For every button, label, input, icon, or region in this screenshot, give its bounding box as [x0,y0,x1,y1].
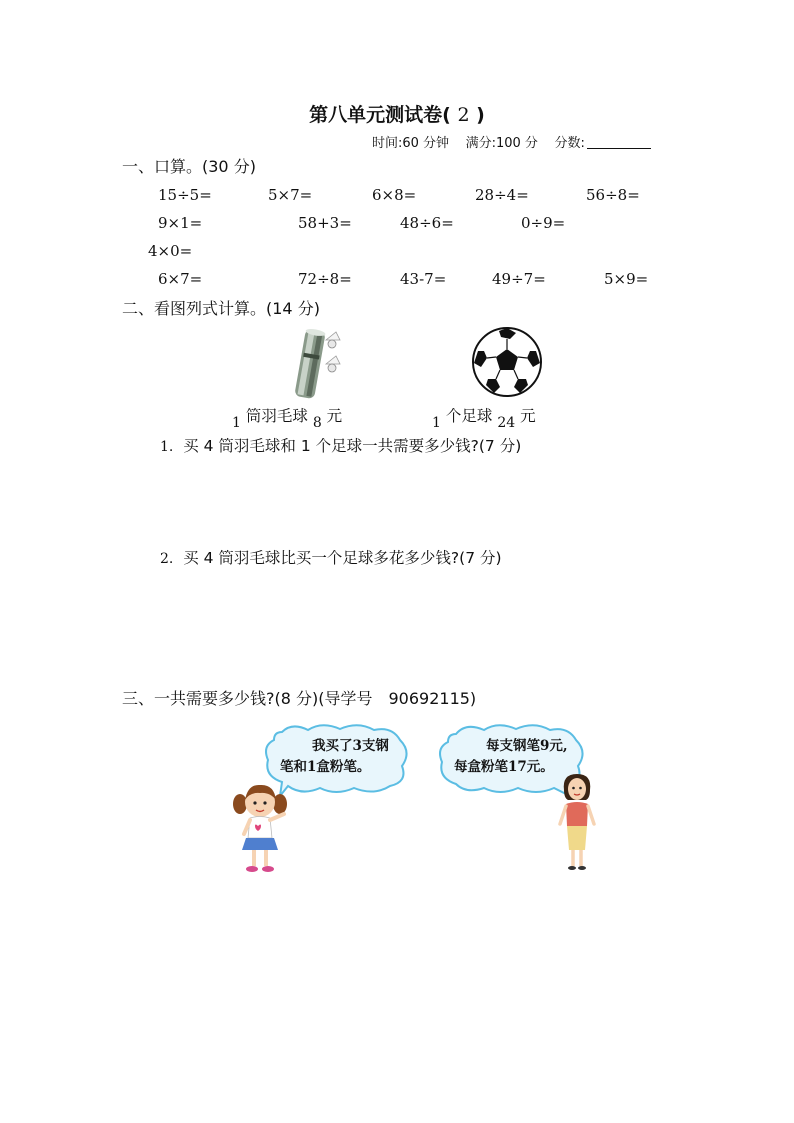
item2-qty: 1 [432,415,441,431]
question-2 [160,546,502,568]
title-unit-number: 2 [457,104,470,126]
section2-heading: 二、看图列式计算。(14 分) [122,299,320,318]
exam-meta [372,132,651,151]
item2-name: 个足球 [445,407,493,425]
problem: 9×1= [158,214,203,232]
woman-speech-line: 每盒粉笔17元。 [454,759,554,775]
question-number: 2. [160,551,174,567]
problem: 49÷7= [492,270,546,288]
item1-price: 8 [312,415,322,431]
girl-speech-line: 我买了3支钢 [312,738,389,754]
problem: 48÷6= [400,214,454,232]
section3-heading: 三、一共需要多少钱?(8 分)(导学号 90692115) [122,689,477,708]
problem: 58+3= [298,214,352,232]
girl-speech-text [280,736,389,778]
problem: 0÷9= [521,214,566,232]
score-label: 分数: [554,136,585,151]
score-blank[interactable] [587,136,651,149]
problem: 5×9= [604,270,649,288]
problem: 56÷8= [586,186,640,204]
problem: 15÷5= [158,186,212,204]
title-text: 第八单元测试卷 [309,104,443,126]
item1-unit: 元 [326,407,343,425]
question-1 [160,434,521,456]
title-open-paren: ( [442,104,451,126]
woman-speech-line: 每支钢笔9元, [486,738,568,754]
problem: 4×0= [148,242,193,260]
problem: 43-7= [400,270,447,288]
problem: 28÷4= [475,186,529,204]
item2-price: 24 [497,415,516,431]
shuttlecock-tube-icon [290,326,350,402]
problem: 5×7= [268,186,313,204]
item1-label [232,404,343,431]
title-close-paren: ) [476,104,485,126]
problem: 6×8= [372,186,417,204]
problem: 6×7= [158,270,203,288]
girl-speech-line: 笔和1盒粉笔。 [280,759,371,775]
girl-figure-icon [230,782,296,874]
item1-name: 筒羽毛球 [245,407,308,425]
question-text: 买 4 筒羽毛球比买一个足球多花多少钱?(7 分) [183,549,502,567]
question-text: 买 4 筒羽毛球和 1 个足球一共需要多少钱?(7 分) [183,437,522,455]
item1-qty: 1 [232,415,241,431]
page-title [0,100,794,127]
soccer-ball-icon [470,325,544,399]
woman-speech-text [454,736,568,778]
time-limit: 时间:60 分钟 [372,136,450,151]
question-number: 1. [160,439,174,455]
item2-unit: 元 [520,407,536,425]
problem: 72÷8= [298,270,352,288]
full-score: 满分:100 分 [465,136,538,151]
item2-label [432,404,536,431]
section1-heading: 一、口算。(30 分) [122,157,256,176]
woman-figure-icon [554,772,600,872]
